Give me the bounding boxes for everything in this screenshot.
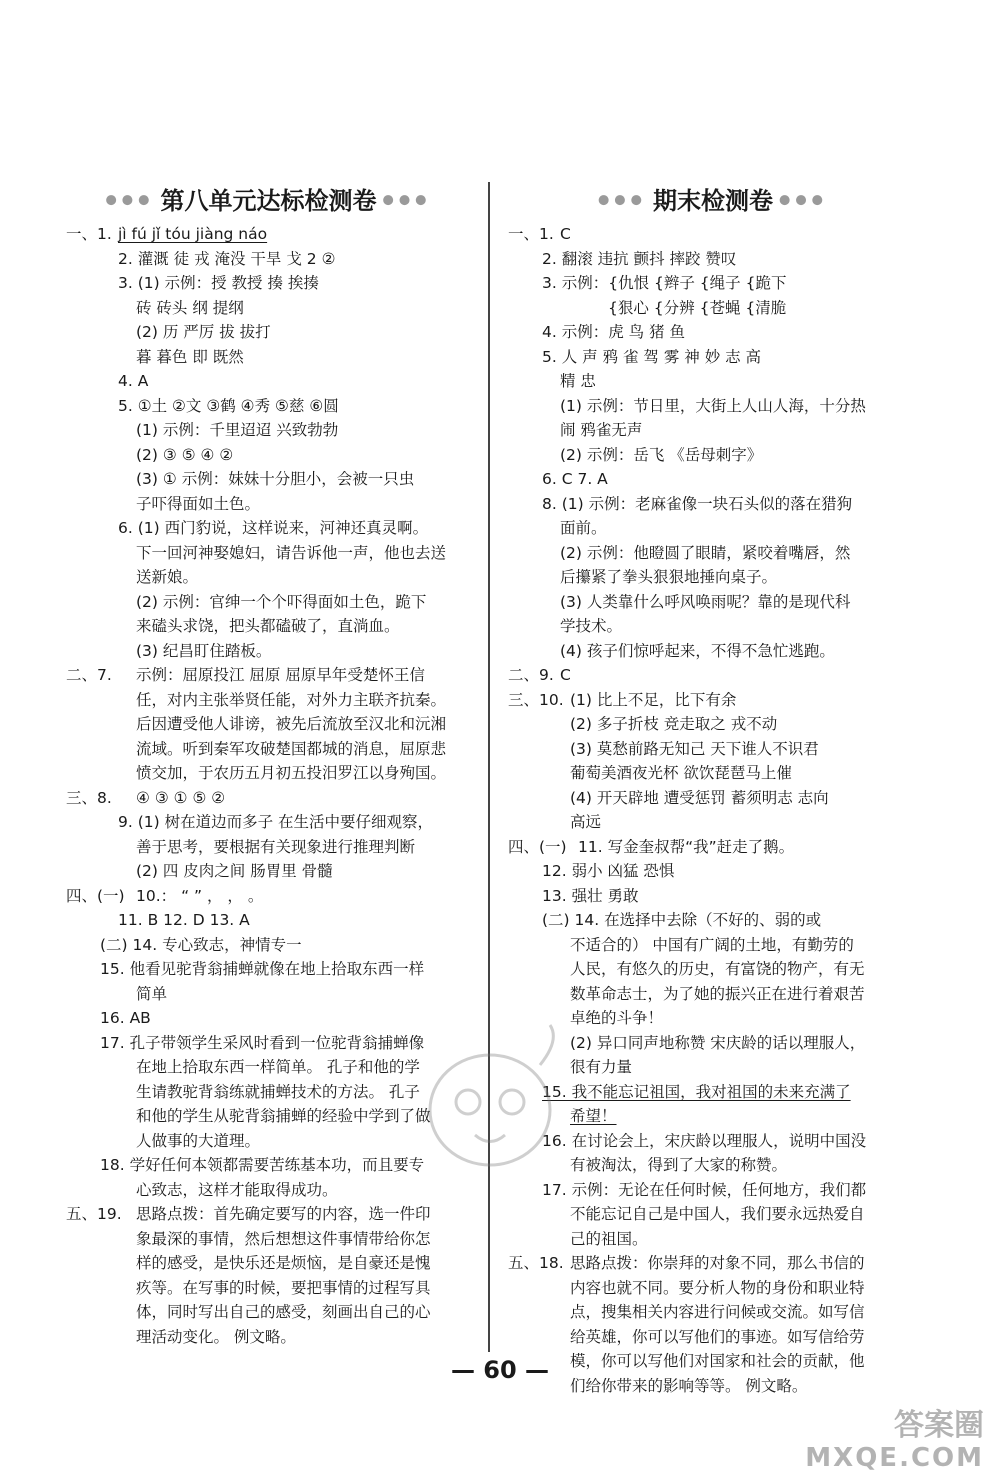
answer-line <box>508 590 918 615</box>
answer-line <box>508 982 918 1007</box>
answer-line <box>508 835 918 860</box>
answer-text: 11. 写金奎叔帮“我”赶走了鹅。 <box>578 837 795 856</box>
answer-line <box>508 541 918 566</box>
answer-line <box>66 418 471 443</box>
answer-text: 点，搜集相关内容进行问候或交流。如写信 <box>570 1303 865 1321</box>
answer-text: 示例：屈原投江 屈原 屈原早年受楚怀王信 <box>136 666 425 684</box>
answer-line <box>66 271 471 296</box>
answer-text: 闹 鸦雀无声 <box>560 421 643 439</box>
answer-line <box>508 786 918 811</box>
answer-line <box>508 1227 918 1252</box>
answer-text: (2) ③ ⑤ ④ ② <box>136 445 234 464</box>
page-number: — 60 — <box>450 1356 550 1384</box>
answer-line <box>66 933 471 958</box>
answer-text: (4) 开天辟地 遭受惩罚 蓄须明志 志向 <box>570 788 829 807</box>
answer-line <box>66 541 471 566</box>
decorative-dots-left: ●●● <box>105 192 155 208</box>
answer-line <box>66 957 471 982</box>
right-column <box>508 180 918 1398</box>
answer-text: 8. (1) 示例：老麻雀像一块石头似的落在猎狗 <box>542 494 853 513</box>
decorative-dots-right: ●●● <box>382 192 432 208</box>
answer-line <box>508 1202 918 1227</box>
question-number: 一、1. <box>508 225 554 243</box>
answer-line <box>508 516 918 541</box>
answer-line <box>508 369 918 394</box>
answer-line <box>508 394 918 419</box>
question-number: 三、8. <box>66 788 112 807</box>
answer-text: jì fú jǐ tóu jiàng náo <box>118 225 268 243</box>
watermark-line1: 答案圈 <box>894 1408 984 1443</box>
answer-line <box>66 320 471 345</box>
answer-line <box>66 516 471 541</box>
answer-text: C <box>560 225 571 243</box>
answer-line <box>508 271 918 296</box>
answer-line <box>66 810 471 835</box>
answer-line <box>508 1251 918 1276</box>
answer-text: 10.： “ ” ， ， 。 <box>136 886 264 905</box>
answer-text: 疚等。在写事的时候，要把事情的过程写具 <box>136 1278 431 1297</box>
answer-text: (2) 多子折枝 竞走取之 戎不动 <box>570 715 778 733</box>
answer-line <box>66 565 471 590</box>
answer-text: 6. C 7. A <box>542 470 608 488</box>
answer-text: 12. 弱小 凶猛 恐惧 <box>542 862 675 880</box>
answer-line <box>66 737 471 762</box>
answer-text: 象最深的事情，然后想想这件事情带给你怎 <box>136 1229 431 1248</box>
question-number: 三、10. <box>508 690 564 709</box>
answer-text: 善于思考，要根据有关现象进行推理判断 <box>136 837 416 856</box>
answer-line <box>66 1300 471 1325</box>
answer-line <box>508 320 918 345</box>
answer-line <box>508 663 918 688</box>
answer-text: 数革命志士，为了她的振兴正在进行着艰苦 <box>570 984 865 1003</box>
answer-text: 4. 示例：虎 鸟 猪 鱼 <box>542 323 685 341</box>
answer-line <box>508 614 918 639</box>
answer-text: (2) 历 严厉 拔 拔打 <box>136 323 271 341</box>
watermark-line2: MXQE.COM <box>805 1443 984 1473</box>
answer-line <box>66 590 471 615</box>
answer-line <box>66 859 471 884</box>
answer-line <box>66 222 471 247</box>
answer-line <box>508 1276 918 1301</box>
answer-line <box>66 247 471 272</box>
question-number: 二、7. <box>66 666 112 684</box>
answer-line <box>508 859 918 884</box>
answer-text: 16. 在讨论会上，宋庆龄以理服人，说明中国没 <box>542 1131 867 1150</box>
answer-text: 简单 <box>136 984 168 1003</box>
decorative-dots-right: ●●● <box>779 192 829 208</box>
answer-line <box>66 467 471 492</box>
answer-text: 卓绝的斗争！ <box>570 1009 664 1027</box>
answer-line <box>508 933 918 958</box>
answer-text: C <box>560 666 571 684</box>
answer-text: 希望！ <box>570 1107 617 1125</box>
answer-line <box>508 761 918 786</box>
answer-text: (1) 示例：千里迢迢 兴致勃勃 <box>136 421 339 439</box>
answer-text: 很有力量 <box>570 1058 633 1076</box>
answer-text: 4. A <box>118 372 149 390</box>
left-title-bar <box>66 180 471 220</box>
answer-line <box>66 982 471 1007</box>
answer-text: 面前。 <box>560 519 607 537</box>
answer-text: (3) 人类靠什么呼风唤雨呢？靠的是现代科 <box>560 592 851 611</box>
answer-line <box>66 443 471 468</box>
answer-text: 精 忠 <box>560 372 596 390</box>
answer-line <box>66 345 471 370</box>
answer-line <box>66 639 471 664</box>
answer-text: 模，你可以写他们对国家和社会的贡献，他 <box>570 1352 865 1370</box>
answer-line <box>508 737 918 762</box>
answer-text: 9. (1) 树在道边而多子 在生活中要仔细观察， <box>118 813 434 831</box>
answer-text: 18. 学好任何本领都需要苦练基本功，而且要专 <box>100 1156 425 1174</box>
answer-text: 给英雄，你可以写他们的事迹。如写信给劳 <box>570 1327 865 1346</box>
answer-text: 13. 强壮 勇敢 <box>542 886 639 905</box>
answer-text: 5. 人 声 鸦 雀 驾 雾 神 妙 志 高 <box>542 347 762 366</box>
answer-text: (2) 异口同声地称赞 宋庆龄的话以理服人， <box>570 1033 866 1052</box>
answer-text: 2. 灌溉 徒 戎 淹没 干旱 戈 2 ② <box>118 249 336 268</box>
answer-line <box>508 688 918 713</box>
answer-line <box>66 688 471 713</box>
answer-text: 子吓得面如土色。 <box>136 494 261 513</box>
answer-text: 6. (1) 西门豹说，这样说来，河神还真灵啊。 <box>118 519 429 537</box>
answer-text: 人做事的大道理。 <box>136 1131 261 1150</box>
answer-text: (2) 四 皮肉之间 肠胃里 骨髓 <box>136 862 333 880</box>
answer-text: 15. 他看见驼背翁捕蝉就像在地上拾取东西一样 <box>100 960 425 978</box>
answer-text: 有被淘汰，得到了大家的称赞。 <box>570 1156 788 1174</box>
answer-line <box>508 467 918 492</box>
answer-line <box>508 884 918 909</box>
answer-line <box>66 492 471 517</box>
answer-text: 2. 翻滚 违抗 颤抖 摔跤 赞叹 <box>542 249 737 268</box>
answer-line <box>508 1178 918 1203</box>
answer-text: 3. (1) 示例：授 教授 揍 挨揍 <box>118 274 319 292</box>
answer-line <box>66 394 471 419</box>
answer-text: 愤交加，于农历五月初五投汨罗江以身殉国。 <box>136 764 447 782</box>
answer-text: (3) 莫愁前路无知己 天下谁人不识君 <box>570 739 819 758</box>
answer-text: 砖 砖头 纲 提纲 <box>136 298 244 317</box>
answer-text: 送新娘。 <box>136 568 199 586</box>
answer-text: (3) 纪昌盯住踏板。 <box>136 641 272 660</box>
answer-text: 17. 孔子带领学生采风时看到一位驼背翁捕蝉像 <box>100 1033 425 1052</box>
answer-text: ④ ③ ① ⑤ ② <box>136 788 226 807</box>
answer-text: 生请教驼背翁练就捕蝉技术的方法。 孔子 <box>136 1082 420 1101</box>
right-section-title: 期末检测卷 <box>653 186 773 215</box>
answer-line <box>66 614 471 639</box>
answer-line <box>508 712 918 737</box>
left-section-title: 第八单元达标检测卷 <box>160 186 377 215</box>
answer-text: (2) 示例：岳飞 《岳母刺字》 <box>560 445 763 464</box>
answer-line <box>508 1325 918 1350</box>
answer-text: 们给你带来的影响等等。 例文略。 <box>570 1376 808 1395</box>
right-answer-list <box>508 222 918 1398</box>
answer-text: (3) ① 示例：妹妹十分胆小，会被一只虫 <box>136 470 415 488</box>
answer-text: (二) 14. 专心致志，神情专一 <box>100 935 302 954</box>
question-number: 二、9. <box>508 666 554 684</box>
answer-text: 后攥紧了拳头狠狠地捶向桌子。 <box>560 568 778 586</box>
answer-text: 后因遭受他人诽谤，被先后流放至汉北和沅湘 <box>136 715 447 733</box>
answer-line <box>66 1227 471 1252</box>
answer-text: (1) 比上不足，比下有余 <box>570 690 737 709</box>
answer-text: 体，同时写出自己的感受，刻画出自己的心 <box>136 1303 431 1321</box>
answer-text: 人民，有悠久的历史，有富饶的物产，有无 <box>570 960 865 978</box>
answer-line <box>508 1300 918 1325</box>
question-number: 四、(一) <box>508 837 567 856</box>
answer-line <box>508 222 918 247</box>
question-number: 四、(一) <box>66 886 125 905</box>
answer-text: 样的感受，是快乐还是烦恼，是自豪还是愧 <box>136 1254 431 1272</box>
answer-line <box>66 663 471 688</box>
answer-text: 在地上拾取东西一样简单。 孔子和他的学 <box>136 1058 420 1076</box>
answer-line <box>508 443 918 468</box>
answer-text: 思路点拨：你崇拜的对象不同，那么书信的 <box>570 1254 865 1272</box>
answer-line <box>66 908 471 933</box>
answer-text: 来磕头求饶，把头都磕破了，直淌血。 <box>136 617 400 635</box>
answer-text: (二) 14. 在选择中去除（不好的、弱的或 <box>542 911 822 929</box>
answer-text: 己的祖国。 <box>570 1229 648 1248</box>
answer-line <box>66 1202 471 1227</box>
answer-line <box>508 247 918 272</box>
answer-text: 15. 我不能忘记祖国，我对祖国的未来充满了 <box>542 1082 851 1101</box>
answer-text: 内容也就不同。要分析人物的身份和职业特 <box>570 1278 865 1297</box>
answer-text: 下一回河神娶媳妇，请告诉他一声，他也去送 <box>136 543 447 562</box>
answer-line <box>66 296 471 321</box>
answer-text: 16. AB <box>100 1009 151 1027</box>
site-watermark <box>805 1410 984 1474</box>
answer-text: 不能忘记自己是中国人，我们要永远热爱自 <box>570 1205 865 1223</box>
answer-line <box>66 1178 471 1203</box>
answer-line <box>66 712 471 737</box>
answer-text: 和他的学生从驼背翁捕蝉的经验中学到了做 <box>136 1107 431 1125</box>
answer-text: (4) 孩子们惊呼起来，不得不急忙逃跑。 <box>560 641 835 660</box>
answer-text: 心致志，这样才能取得成功。 <box>136 1180 338 1199</box>
answer-line <box>508 908 918 933</box>
answer-line <box>508 957 918 982</box>
answer-text: 葡萄美酒夜光杯 欲饮琵琶马上催 <box>570 764 792 782</box>
question-number: 一、1. <box>66 225 112 243</box>
answer-text: 流域。听到秦军攻破楚国都城的消息，屈原悲 <box>136 739 447 758</box>
answer-text: 高远 <box>570 813 602 831</box>
answer-line <box>508 810 918 835</box>
answer-text: 5. ①土 ②文 ③鹤 ④秀 ⑤慈 ⑥圆 <box>118 396 339 415</box>
answer-line <box>66 786 471 811</box>
answer-line <box>508 565 918 590</box>
answer-line <box>66 369 471 394</box>
answer-text: 17. 示例：无论在任何时候，任何地方，我们都 <box>542 1180 867 1199</box>
answer-text: (2) 示例：他瞪圆了眼睛，紧咬着嘴唇，然 <box>560 543 851 562</box>
answer-line <box>66 1325 471 1350</box>
answer-text: (2) 示例：官绅一个个吓得面如土色，跪下 <box>136 592 427 611</box>
answer-text: 暮 暮色 即 既然 <box>136 347 244 366</box>
answer-text: 学技术。 <box>560 617 623 635</box>
question-number: 五、19. <box>66 1205 122 1223</box>
mascot-watermark-icon <box>390 1020 590 1180</box>
answer-text: (1) 示例：节日里，大街上人山人海，十分热 <box>560 396 866 415</box>
answer-text: 不适合的） 中国有广阔的土地，有勤劳的 <box>570 935 854 954</box>
answer-line <box>508 639 918 664</box>
question-number: 五、18. <box>508 1254 564 1272</box>
answer-line <box>66 761 471 786</box>
answer-text: 思路点拨：首先确定要写的内容，选一件印 <box>136 1205 431 1223</box>
answer-line <box>508 296 918 321</box>
answer-text: 任，对内主张举贤任能，对外力主联齐抗秦。 <box>136 690 447 709</box>
answer-text: 11. B 12. D 13. A <box>118 911 250 929</box>
answer-text: {狠心 {分辨 {苍蝇 {清脆 <box>608 298 787 317</box>
right-title-bar <box>508 180 918 220</box>
answer-line <box>508 418 918 443</box>
answer-line <box>66 1276 471 1301</box>
answer-text: 理活动变化。 例文略。 <box>136 1327 296 1346</box>
answer-line <box>508 492 918 517</box>
answer-line <box>66 884 471 909</box>
answer-line <box>66 835 471 860</box>
decorative-dots-left: ●●● <box>597 192 647 208</box>
answer-text: 3. 示例：{仇恨 {辫子 {绳子 {跪下 <box>542 274 787 292</box>
answer-line <box>508 345 918 370</box>
answer-line <box>66 1251 471 1276</box>
